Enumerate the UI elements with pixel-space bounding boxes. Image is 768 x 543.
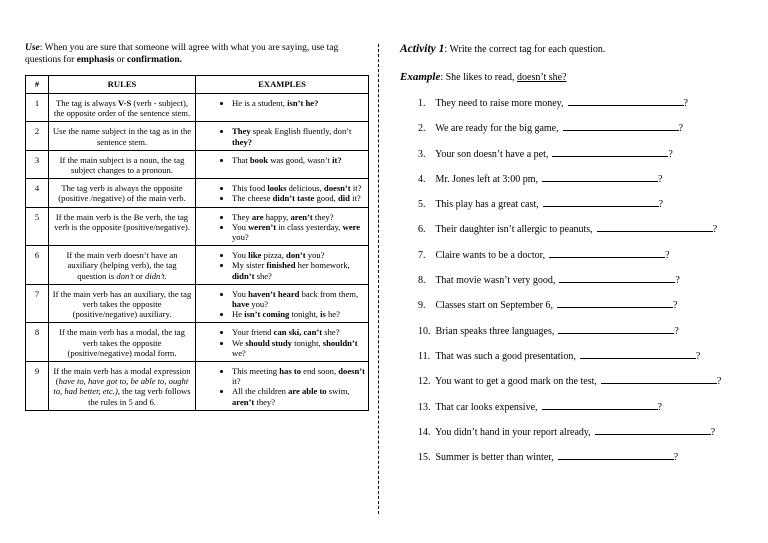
text-run: has to [279,366,301,377]
text-run: you? [305,250,325,261]
text-run: shouldn’t [322,337,358,348]
question-item [400,221,750,246]
text-run: If the main verb doesn’t have an auxiliary (helping verb), the tag question is [66,250,178,281]
question-mark: ? [668,148,673,160]
rules-table-body [26,94,369,411]
question-mark: ? [683,98,688,109]
text-run: aren’t [290,211,313,222]
text-run: delicious, [286,183,324,194]
text-run: tonight, [291,337,323,348]
text-run: looks [267,183,287,194]
table-row [26,284,369,323]
example-list [199,212,365,243]
text-run: didn’t taste [272,193,315,204]
question-item [400,272,750,297]
text-run: are [251,211,264,222]
text-run: was good, wasn’t [268,154,333,165]
column-divider [378,44,379,514]
example-cell [196,179,369,207]
answer-blank[interactable] [559,272,675,283]
question-text: You didn’t hand in your report already, [433,426,591,438]
example-text: : She likes to read, [440,72,517,83]
text-run: The tag is always [55,98,119,108]
question-number: 2. [418,123,426,135]
text-run: is [320,309,326,320]
example-list [199,250,365,281]
text-run: doesn’t [338,366,365,377]
table-row [26,94,369,122]
question-number: 1. [418,98,426,109]
question-number: 5. [418,199,426,211]
text-run: back from them, [299,288,359,299]
question-number: 7. [418,249,426,261]
answer-blank[interactable] [542,171,658,182]
text-run: weren’t [248,221,277,232]
question-text: This play has a great cast, [433,199,539,211]
header-number: # [26,76,49,94]
text-run: He [232,309,245,320]
example-list [199,98,365,108]
question-item [400,95,750,120]
text-run: They [232,126,251,137]
text-run: All the children [232,386,289,397]
example-cell [196,207,369,246]
text-run: haven’t heard [248,288,300,299]
text-run: Your friend [232,327,274,338]
header-rules: RULES [49,76,196,94]
table-row [26,207,369,246]
example-cell [196,122,369,150]
question-item [400,146,750,171]
text-run: end soon, [301,366,339,377]
question-number: 11. [418,350,431,362]
right-column [400,42,750,474]
text-run: isn’t coming [244,309,290,320]
text-run: The tag verb is always the opposite (positive /negative) of the main verb. [58,183,186,204]
rule-number: 6 [26,246,49,285]
question-item [400,424,750,449]
rule-text [49,122,196,150]
answer-blank[interactable] [558,323,674,334]
example-cell [196,246,369,285]
left-column [25,42,369,411]
answer-blank[interactable] [568,95,684,106]
question-mark: ? [710,426,716,438]
question-item [400,297,750,322]
text-run: he? [325,309,340,320]
question-mark: ? [712,224,718,236]
rule-number: 2 [26,122,49,150]
example-item [232,309,365,319]
example-item [232,338,365,358]
question-item [400,323,750,348]
text-run: did [337,193,350,204]
intro-or: or [114,55,127,65]
rule-number: 9 [26,362,49,411]
question-list [400,95,750,474]
text-run: you? [232,232,249,243]
answer-blank[interactable] [543,196,659,207]
example-item [232,193,365,203]
text-run: should study [245,337,292,348]
text-run: The cheese [232,193,273,204]
text-run: tonight, [289,309,321,320]
rule-text [49,284,196,323]
question-mark: ? [695,350,701,362]
example-list [199,126,365,146]
table-row [26,122,369,150]
question-mark: ? [716,376,722,388]
text-run: If the main verb has a modal, the tag verb takes the opposite (positive/negative) modal form. [59,327,185,358]
example-item [232,222,365,242]
example-list [199,289,365,320]
question-item [400,171,750,196]
text-run: didn’t. [145,270,167,281]
question-text: They need to raise more money, [433,98,564,109]
question-item [400,399,750,424]
table-header-row [26,76,369,94]
question-text: Summer is better than winter, [433,452,554,464]
text-run: aren’t [232,396,255,407]
text-run: we? [232,347,246,358]
activity-title: Activity 1 [400,43,445,55]
text-run: pizza, [261,250,287,261]
text-run: Use the name subject in the tag as in the sentence stem. [52,126,192,147]
text-run: she? [254,270,272,281]
example-item [232,289,365,309]
activity-instruction: : Write the correct tag for each question. [444,44,606,55]
text-run: swim, [326,386,350,397]
answer-blank[interactable] [557,297,673,308]
answer-blank[interactable] [601,373,717,384]
text-run: they? [312,211,334,222]
rule-text [49,94,196,122]
text-run: If the main subject is a noun, the tag subject changes to a pronoun. [59,154,185,176]
question-number: 15. [418,452,431,464]
text-run: have [232,299,250,310]
text-run: have to, have got to, be able to, ought to, had better, etc.) [53,376,189,397]
text-run: in class yesterday, [276,221,343,232]
answer-blank[interactable] [595,424,711,435]
question-mark: ? [678,123,684,135]
question-text: Claire wants to be a doctor, [433,249,546,261]
intro-confirmation: confirmation. [126,55,183,65]
text-run: If the main verb is the Be verb, the tag verb is the opposite (positive/negative). [54,211,190,232]
rule-number: 1 [26,94,49,122]
text-run: speak English fluently, don’t [250,126,352,137]
question-item [400,449,750,474]
text-run: (verb - subject), the opposite order of the sentence stem. [53,98,191,119]
question-text: Mr. Jones left at 3:00 pm, [433,173,538,185]
example-item [232,126,365,146]
table-row [26,362,369,411]
activity-heading [400,42,750,57]
rule-text [49,207,196,246]
example-line [400,70,750,85]
text-run: don’t [116,270,134,281]
question-mark: ? [665,249,670,261]
intro-text: : When you are sure that someone will agree with what you are saying, use tag questions for [25,43,339,65]
rule-number: 3 [26,150,49,178]
question-mark: ? [675,275,680,287]
question-number: 9. [418,300,426,312]
answer-blank[interactable] [558,449,674,460]
table-row [26,179,369,207]
text-run: are able to [288,386,327,397]
rule-number: 8 [26,323,49,362]
text-run: can ski, can’t [273,327,323,338]
question-mark: ? [673,452,679,464]
question-mark: ? [672,300,678,312]
example-cell [196,284,369,323]
example-item [232,386,365,406]
example-item [232,212,365,222]
question-text: Brian speaks three languages, [433,325,555,337]
text-run: That [232,154,250,165]
question-number: 4. [418,173,426,185]
text-run: like [248,250,262,261]
text-run: good, [314,193,338,204]
question-text: That movie wasn’t very good, [433,275,556,287]
text-run: isn’t he? [287,98,319,108]
rule-text [49,150,196,178]
question-mark: ? [674,325,679,337]
example-cell [196,94,369,122]
text-run: didn’t [232,270,255,281]
answer-blank[interactable] [542,399,658,410]
example-list [199,327,365,358]
example-item [232,366,365,386]
rule-text [49,362,196,411]
question-number: 8. [418,275,426,287]
question-item [400,373,750,398]
rule-text [49,246,196,285]
example-item [232,250,365,260]
text-run: it? [332,154,342,165]
example-cell [196,150,369,178]
example-item [232,327,365,337]
text-run: You [232,288,249,299]
question-text: That car looks expensive, [433,401,538,413]
question-item [400,348,750,373]
text-run: book [249,154,269,165]
rule-text [49,179,196,207]
example-item [232,155,365,165]
question-text: You want to get a good mark on the test, [433,376,597,388]
text-run: He is a student, [232,98,288,108]
text-run: My sister [232,260,267,271]
question-number: 13. [418,401,431,413]
text-run: We [232,337,246,348]
question-number: 3. [418,148,426,160]
text-run: happy, [263,211,291,222]
text-run: You [232,250,249,261]
example-answer: doesn’t she? [517,72,567,83]
example-item [232,98,365,108]
rule-number: 5 [26,207,49,246]
question-number: 10. [418,325,431,337]
text-run: it? [232,376,241,387]
example-list [199,183,365,203]
table-row [26,150,369,178]
rules-table [25,75,369,411]
intro-paragraph [25,42,369,66]
rule-number: 7 [26,284,49,323]
question-text: Classes start on September 6, [433,300,553,312]
question-text: We are ready for the big game, [433,123,559,135]
text-run: V-S [118,98,132,108]
rule-number: 4 [26,179,49,207]
example-list [199,155,365,165]
question-number: 12. [418,376,431,388]
question-number: 6. [418,224,426,236]
text-run: They [232,211,252,222]
text-run: it? [349,193,361,204]
example-cell [196,362,369,411]
example-list [199,366,365,407]
text-run: finished [266,260,296,271]
question-item [400,196,750,221]
intro-emphasis: emphasis [76,55,115,65]
text-run: they? [254,396,276,407]
text-run: she? [322,327,340,338]
table-row [26,246,369,285]
question-text: That was such a good presentation, [433,350,576,362]
rule-text [49,323,196,362]
text-run: You [232,221,249,232]
example-item [232,183,365,193]
answer-blank[interactable] [563,120,679,131]
text-run: doesn’t [323,183,351,194]
example-label: Example [400,71,441,83]
text-run: were [342,221,361,232]
text-run: don’t [286,250,306,261]
answer-blank[interactable] [552,146,668,157]
question-mark: ? [658,173,663,185]
text-run: If the main verb has an auxiliary, the tag verb takes the opposite (positive/negative) auxiliary. [52,288,192,320]
text-run: or [133,270,146,281]
text-run: If the main verb has a modal expression ( [53,366,191,387]
question-item [400,247,750,272]
answer-blank[interactable] [597,221,713,232]
example-item [232,260,365,280]
text-run: , the tag verb follows the rules in 5 and 6. [88,386,191,407]
header-examples: EXAMPLES [196,76,369,94]
intro-label: Use [25,43,40,53]
example-cell [196,323,369,362]
text-run: her homework, [295,260,350,271]
question-text: Your son doesn’t have a pet, [433,148,549,160]
text-run: they? [232,136,253,147]
question-number: 14. [418,426,431,438]
question-mark: ? [657,401,662,413]
text-run: you? [249,299,269,310]
answer-blank[interactable] [549,247,665,258]
question-item [400,120,750,145]
text-run: This food [232,183,268,194]
question-mark: ? [658,199,664,211]
answer-blank[interactable] [580,348,696,359]
question-text: Their daughter isn’t allergic to peanuts, [433,224,593,236]
table-row [26,323,369,362]
text-run: it? [350,183,362,194]
text-run: This meeting [232,366,280,377]
